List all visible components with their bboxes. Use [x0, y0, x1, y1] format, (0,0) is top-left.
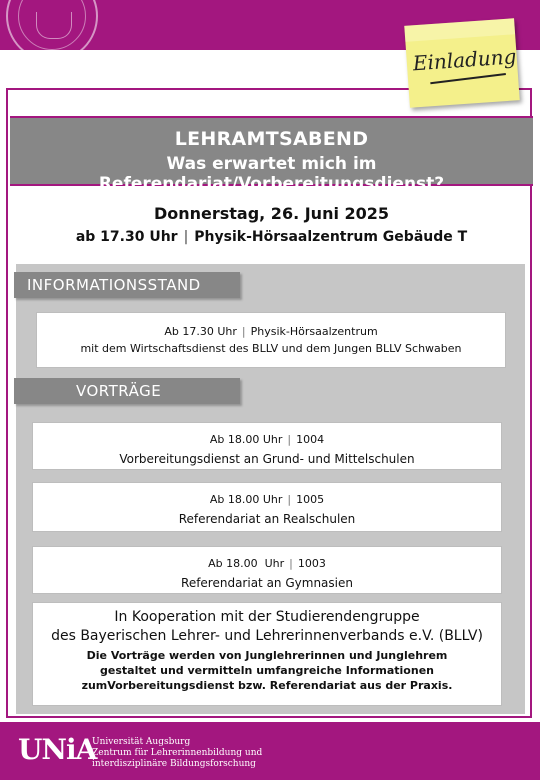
talk-card: Ab 18.00 Uhr | 1003 Referendariat an Gymnasien: [32, 546, 502, 594]
info-stand-card: Ab 17.30 Uhr | Physik-Hörsaalzentrum mit dem Wirtschaftsdienst des BLLV und dem Jungen BLLV Schwaben: [36, 312, 506, 368]
talk-title: Referendariat an Realschulen: [178, 512, 356, 526]
info-stand-text: mit dem Wirtschaftsdienst des BLLV und dem Jungen BLLV Schwaben: [80, 342, 462, 355]
talk-time: Ab 18.00 Uhr: [209, 433, 283, 446]
cooperation-line1: In Kooperation mit der Studierendengruppe: [114, 609, 420, 625]
cooperation-line2: des Bayerischen Lehrer- und Lehrerinnenverbands e.V. (BLLV): [51, 628, 483, 644]
talk-room: 1005: [296, 493, 325, 506]
cooperation-note2: gestaltet und vermitteln umfangreiche Informationen: [100, 664, 434, 677]
title-band: [10, 116, 533, 194]
event-location: Physik-Hörsaalzentrum Gebäude T: [194, 229, 468, 245]
cooperation-card: [32, 602, 502, 706]
university-seal-icon: [6, 0, 98, 62]
info-stand-room: Physik-Hörsaalzentrum: [250, 325, 378, 338]
talk-title: Vorbereitungsdienst an Grund- und Mittelschulen: [119, 452, 415, 466]
sticky-note: [404, 18, 519, 107]
talk-card: Ab 18.00 Uhr | 1004 Vorbereitungsdienst an Grund- und Mittelschulen: [32, 422, 502, 470]
info-stand-heading: INFORMATIONSSTAND: [14, 272, 240, 298]
cooperation-note1: Die Vorträge werden von Junglehrerinnen und Junglehrem: [86, 649, 448, 662]
talk-time: Ab 18.00 Uhr: [208, 557, 285, 570]
separator: |: [183, 229, 189, 245]
talk-card: Ab 18.00 Uhr | 1005 Referendariat an Realschulen: [32, 482, 502, 532]
event-details: [10, 190, 533, 260]
sticky-underline: [430, 73, 506, 84]
talk-room: 1004: [296, 433, 325, 446]
cooperation-note3: zumVorbereitungsdienst bzw. Referendariat aus der Praxis.: [81, 679, 453, 692]
talks-heading: VORTRÄGE: [14, 378, 240, 404]
page-title: LEHRAMTSABEND: [174, 128, 369, 150]
footer-line2: Zentrum für Lehrerinnenbildung und: [92, 748, 263, 758]
footer-text: [92, 737, 262, 770]
university-logo: UNiA: [18, 733, 97, 766]
talk-room: 1003: [297, 557, 326, 570]
info-stand-time: Ab 17.30 Uhr: [164, 325, 237, 338]
footer-line3: interdisziplinäre Bildungsforschung: [92, 759, 256, 769]
footer-line1: Universität Augsburg: [92, 737, 191, 747]
event-date: Donnerstag, 26. Juni 2025: [153, 204, 390, 223]
talk-title: Referendariat an Gymnasien: [181, 576, 353, 590]
page-subtitle: Was erwartet mich im Referendariat/Vorbereitungsdienst?: [98, 154, 445, 194]
event-time: ab 17.30 Uhr: [75, 229, 178, 245]
event-time-location: [10, 229, 533, 245]
talk-time: Ab 18.00 Uhr: [209, 493, 283, 506]
sticky-note-label: Einladung: [412, 44, 518, 76]
